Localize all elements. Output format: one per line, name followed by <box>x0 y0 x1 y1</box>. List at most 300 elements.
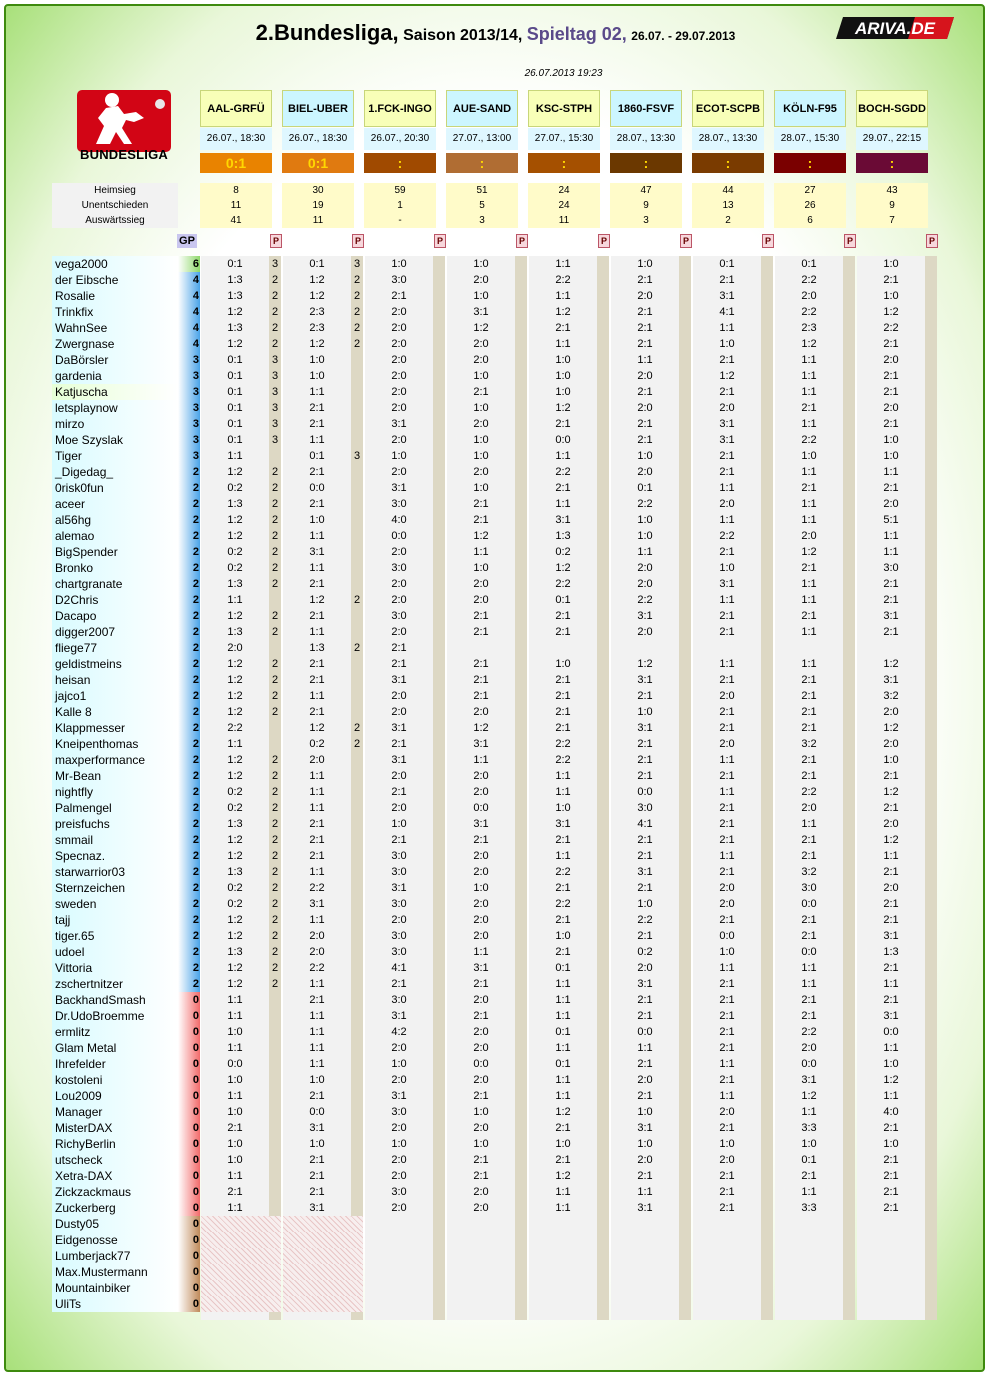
points-cell <box>761 304 773 320</box>
points-cell <box>269 1040 281 1056</box>
tip-cell: 3:0 <box>365 896 433 912</box>
points-cell: 2 <box>269 480 281 496</box>
points-cell <box>515 304 527 320</box>
points-header: P <box>598 234 610 248</box>
tip-cell: 3:1 <box>693 576 761 592</box>
points-cell <box>515 624 527 640</box>
tip-cell: 2:0 <box>611 464 679 480</box>
player-points: 2 <box>178 560 200 576</box>
points-cell <box>433 464 445 480</box>
tip-cell: 2:1 <box>529 624 597 640</box>
tip-cell: 2:1 <box>611 1088 679 1104</box>
points-cell <box>515 784 527 800</box>
points-cell <box>597 480 609 496</box>
match-stat: 24 <box>528 198 600 213</box>
tip-cell <box>857 1216 925 1232</box>
tip-cell: 0:2 <box>201 880 269 896</box>
points-cell: 2 <box>269 896 281 912</box>
tip-cell: 2:1 <box>529 880 597 896</box>
player-name: UliTs <box>52 1296 178 1312</box>
points-cell <box>843 384 855 400</box>
tip-cell: 2:1 <box>365 832 433 848</box>
points-cell <box>679 384 691 400</box>
points-cell <box>843 896 855 912</box>
points-cell <box>351 384 363 400</box>
points-cell <box>679 528 691 544</box>
match-stat: 51 <box>446 183 518 198</box>
points-cell <box>925 1040 937 1056</box>
tip-cell: 3:2 <box>857 688 925 704</box>
player-name: utscheck <box>52 1152 178 1168</box>
tip-cell: 1:0 <box>447 1104 515 1120</box>
points-cell <box>433 496 445 512</box>
match-stat: 5 <box>446 198 518 213</box>
tip-cell: 2:1 <box>857 592 925 608</box>
player-name: ermlitz <box>52 1024 178 1040</box>
points-cell <box>351 976 363 992</box>
match-result: : <box>692 153 764 173</box>
tip-cell: 2:1 <box>447 496 515 512</box>
tip-cell: 2:0 <box>447 1072 515 1088</box>
points-cell <box>351 880 363 896</box>
points-cell <box>351 544 363 560</box>
points-cell <box>925 528 937 544</box>
tip-cell: 1:1 <box>283 864 351 880</box>
points-cell <box>925 1024 937 1040</box>
points-cell <box>433 432 445 448</box>
match-stat: 2 <box>692 213 764 228</box>
points-cell <box>515 464 527 480</box>
player-points: 4 <box>178 320 200 336</box>
table-row <box>0 1200 991 1216</box>
points-cell <box>269 1008 281 1024</box>
points-cell <box>351 800 363 816</box>
tip-cell <box>283 1248 351 1264</box>
tip-cell: 3:1 <box>283 1200 351 1216</box>
points-cell: 2 <box>351 288 363 304</box>
tip-cell: 1:2 <box>201 752 269 768</box>
table-row <box>0 688 991 704</box>
points-cell <box>597 1024 609 1040</box>
table-row <box>0 1088 991 1104</box>
table-row <box>0 1040 991 1056</box>
points-cell: 2 <box>269 800 281 816</box>
tip-cell: 2:0 <box>857 704 925 720</box>
table-row <box>0 752 991 768</box>
tip-cell: 1:3 <box>201 576 269 592</box>
tip-cell: 2:2 <box>529 896 597 912</box>
tip-cell: 1:0 <box>365 448 433 464</box>
points-cell <box>761 1120 773 1136</box>
match-header: AAL-GRFÜ <box>200 90 272 127</box>
player-points: 2 <box>178 864 200 880</box>
points-cell <box>433 800 445 816</box>
player-name: Dacapo <box>52 608 178 624</box>
points-cell <box>843 512 855 528</box>
tip-cell: 1:1 <box>775 592 843 608</box>
points-cell <box>351 1264 363 1280</box>
tip-cell: 1:0 <box>447 448 515 464</box>
tip-cell: 2:0 <box>365 1152 433 1168</box>
tip-cell: 2:1 <box>201 1184 269 1200</box>
match-stat: 30 <box>282 183 354 198</box>
tip-cell: 2:1 <box>857 1200 925 1216</box>
tip-cell: 1:1 <box>693 1056 761 1072</box>
tip-cell: 3:1 <box>283 1120 351 1136</box>
points-cell <box>269 1216 281 1232</box>
tip-cell: 1:1 <box>693 784 761 800</box>
points-cell <box>925 272 937 288</box>
points-cell <box>351 624 363 640</box>
points-cell <box>761 768 773 784</box>
points-cell <box>679 416 691 432</box>
tip-cell: 1:0 <box>693 336 761 352</box>
tip-cell: 0:2 <box>201 784 269 800</box>
tip-cell: 1:1 <box>775 656 843 672</box>
tip-cell: 2:1 <box>529 912 597 928</box>
tip-cell: 3:1 <box>857 672 925 688</box>
points-cell <box>761 848 773 864</box>
points-cell <box>433 304 445 320</box>
tip-cell <box>201 1216 269 1232</box>
points-cell <box>515 992 527 1008</box>
tip-cell: 2:1 <box>611 304 679 320</box>
tip-cell: 2:1 <box>283 992 351 1008</box>
tip-cell: 3:1 <box>611 672 679 688</box>
tip-cell: 1:2 <box>693 368 761 384</box>
points-cell <box>597 800 609 816</box>
table-row <box>0 784 991 800</box>
tip-cell: 1:2 <box>201 336 269 352</box>
tip-cell: 1:1 <box>857 528 925 544</box>
tip-cell: 1:0 <box>365 256 433 272</box>
tip-cell: 3:1 <box>365 880 433 896</box>
tip-cell: 2:0 <box>365 544 433 560</box>
points-cell <box>433 1280 445 1296</box>
points-cell <box>515 352 527 368</box>
points-cell <box>679 976 691 992</box>
tip-cell: 2:1 <box>693 832 761 848</box>
points-cell <box>679 576 691 592</box>
points-cell <box>679 304 691 320</box>
tip-cell <box>365 1264 433 1280</box>
tip-cell: 2:1 <box>857 480 925 496</box>
points-cell <box>843 736 855 752</box>
player-name: chartgranate <box>52 576 178 592</box>
points-cell <box>761 432 773 448</box>
tip-cell <box>857 640 925 656</box>
tip-cell: 2:1 <box>365 288 433 304</box>
tip-cell: 1:2 <box>857 832 925 848</box>
points-cell <box>515 448 527 464</box>
points-cell <box>269 1088 281 1104</box>
points-cell <box>679 288 691 304</box>
tip-cell: 2:0 <box>447 848 515 864</box>
points-cell: 2 <box>351 640 363 656</box>
tip-cell: 1:0 <box>201 1024 269 1040</box>
points-cell <box>433 1024 445 1040</box>
points-cell <box>269 720 281 736</box>
tip-cell: 5:1 <box>857 512 925 528</box>
tip-cell: 1:0 <box>365 1056 433 1072</box>
points-cell <box>925 848 937 864</box>
player-name: mirzo <box>52 416 178 432</box>
tip-cell: 1:0 <box>529 368 597 384</box>
points-cell: 2 <box>351 272 363 288</box>
tip-cell: 2:0 <box>857 880 925 896</box>
tip-cell: 2:0 <box>611 400 679 416</box>
points-cell <box>433 1072 445 1088</box>
tip-cell: 2:0 <box>775 800 843 816</box>
points-cell <box>351 1104 363 1120</box>
points-cell <box>515 1296 527 1312</box>
table-row <box>0 512 991 528</box>
player-points: 4 <box>178 336 200 352</box>
tip-cell: 0:1 <box>529 592 597 608</box>
table-row <box>0 256 991 272</box>
points-cell <box>433 704 445 720</box>
tip-cell: 2:1 <box>283 816 351 832</box>
points-cell <box>351 672 363 688</box>
tip-cell: 1:2 <box>283 288 351 304</box>
match-result: : <box>364 153 436 173</box>
tip-cell: 0:0 <box>365 528 433 544</box>
tip-cell: 1:0 <box>283 368 351 384</box>
tip-cell: 2:0 <box>365 432 433 448</box>
points-cell: 3 <box>269 384 281 400</box>
tip-cell: 1:1 <box>283 768 351 784</box>
points-cell <box>515 816 527 832</box>
tip-cell: 2:1 <box>611 1168 679 1184</box>
points-cell <box>433 1008 445 1024</box>
tip-cell: 1:2 <box>201 464 269 480</box>
tip-cell: 2:1 <box>283 848 351 864</box>
points-cell <box>679 1088 691 1104</box>
player-points: 0 <box>178 1264 200 1280</box>
player-name: BackhandSmash <box>52 992 178 1008</box>
points-cell <box>597 1296 609 1312</box>
league-title: 2.Bundesliga, <box>255 20 399 45</box>
tip-cell: 2:0 <box>447 336 515 352</box>
points-cell <box>351 1184 363 1200</box>
points-cell <box>925 1264 937 1280</box>
points-cell <box>351 560 363 576</box>
tip-cell: 2:1 <box>283 496 351 512</box>
points-cell <box>433 864 445 880</box>
points-cell <box>269 736 281 752</box>
player-name: al56hg <box>52 512 178 528</box>
points-cell <box>925 464 937 480</box>
points-cell <box>925 1008 937 1024</box>
points-cell <box>679 272 691 288</box>
tip-cell: 1:2 <box>201 960 269 976</box>
points-cell <box>515 864 527 880</box>
tip-cell: 2:0 <box>283 928 351 944</box>
tip-cell: 1:3 <box>201 272 269 288</box>
tip-cell: 2:1 <box>857 624 925 640</box>
points-cell <box>925 1280 937 1296</box>
tip-cell: 2:0 <box>447 704 515 720</box>
points-cell <box>269 592 281 608</box>
match-date: 29.07., 22:15 <box>856 128 928 150</box>
table-row <box>0 928 991 944</box>
tip-cell: 1:0 <box>611 512 679 528</box>
points-cell <box>679 880 691 896</box>
tip-cell: 2:1 <box>857 1168 925 1184</box>
tip-cell <box>529 1216 597 1232</box>
points-cell <box>925 816 937 832</box>
tip-cell: 1:1 <box>775 1104 843 1120</box>
tip-cell <box>611 640 679 656</box>
points-cell <box>843 1056 855 1072</box>
tip-cell: 2:1 <box>775 608 843 624</box>
match-stat: 24 <box>528 183 600 198</box>
points-cell <box>925 880 937 896</box>
points-cell <box>761 1280 773 1296</box>
points-cell <box>925 656 937 672</box>
tip-cell: 2:1 <box>447 688 515 704</box>
tip-cell: 0:0 <box>857 1024 925 1040</box>
points-cell <box>515 672 527 688</box>
tip-cell: 2:1 <box>365 784 433 800</box>
points-cell <box>761 640 773 656</box>
points-cell <box>515 608 527 624</box>
tip-cell <box>775 1296 843 1312</box>
tip-cell: 2:1 <box>365 736 433 752</box>
match-stat: 59 <box>364 183 436 198</box>
player-name: Zuckerberg <box>52 1200 178 1216</box>
player-name: preisfuchs <box>52 816 178 832</box>
points-cell <box>925 1152 937 1168</box>
tip-cell: 2:1 <box>775 400 843 416</box>
points-cell: 2 <box>269 784 281 800</box>
table-row <box>0 624 991 640</box>
points-cell <box>433 592 445 608</box>
tip-cell: 2:1 <box>283 464 351 480</box>
tip-cell: 1:1 <box>283 1008 351 1024</box>
points-cell <box>351 784 363 800</box>
match-date: 27.07., 13:00 <box>446 128 518 150</box>
points-cell <box>761 1152 773 1168</box>
match-stat: 11 <box>528 213 600 228</box>
tip-cell: 2:2 <box>611 496 679 512</box>
match-stat: 3 <box>446 213 518 228</box>
tip-cell: 2:2 <box>529 272 597 288</box>
tip-cell: 3:2 <box>775 864 843 880</box>
player-points: 2 <box>178 800 200 816</box>
tip-cell: 2:1 <box>775 928 843 944</box>
tip-cell: 1:0 <box>529 1136 597 1152</box>
match-result: : <box>774 153 846 173</box>
points-cell <box>843 624 855 640</box>
tip-cell: 1:1 <box>201 448 269 464</box>
tip-cell: 2:0 <box>447 1200 515 1216</box>
tip-cell: 2:1 <box>693 384 761 400</box>
points-cell <box>679 832 691 848</box>
tip-cell: 2:2 <box>529 864 597 880</box>
tip-cell: 1:1 <box>529 1072 597 1088</box>
points-cell <box>679 1168 691 1184</box>
points-cell <box>515 928 527 944</box>
points-cell <box>761 752 773 768</box>
points-cell <box>515 432 527 448</box>
points-cell <box>433 1232 445 1248</box>
tip-cell <box>775 1216 843 1232</box>
tip-cell: 2:2 <box>529 576 597 592</box>
points-cell <box>679 512 691 528</box>
points-cell <box>843 560 855 576</box>
tip-cell: 2:2 <box>693 528 761 544</box>
tip-cell: 2:1 <box>693 1168 761 1184</box>
player-name: MisterDAX <box>52 1120 178 1136</box>
player-points: 0 <box>178 1216 200 1232</box>
tip-cell: 0:1 <box>529 1024 597 1040</box>
points-cell <box>843 256 855 272</box>
tip-cell <box>611 1216 679 1232</box>
match-date: 26.07., 20:30 <box>364 128 436 150</box>
tip-cell: 1:2 <box>283 272 351 288</box>
points-cell <box>925 1296 937 1312</box>
points-cell <box>433 944 445 960</box>
tip-cell: 1:1 <box>611 1040 679 1056</box>
tip-cell: 2:1 <box>857 416 925 432</box>
points-cell <box>843 1248 855 1264</box>
tip-cell: 1:1 <box>693 752 761 768</box>
points-cell <box>433 1040 445 1056</box>
points-cell <box>925 688 937 704</box>
tip-cell: 1:1 <box>693 1088 761 1104</box>
points-cell <box>761 1216 773 1232</box>
tip-cell: 2:1 <box>529 720 597 736</box>
points-cell <box>351 864 363 880</box>
points-cell <box>433 1200 445 1216</box>
points-cell <box>433 960 445 976</box>
points-cell <box>761 1184 773 1200</box>
points-cell <box>925 992 937 1008</box>
points-cell <box>925 912 937 928</box>
tip-cell: 2:1 <box>693 864 761 880</box>
points-cell <box>761 592 773 608</box>
player-points: 2 <box>178 960 200 976</box>
points-cell <box>843 1120 855 1136</box>
points-cell <box>761 784 773 800</box>
tip-cell: 3:1 <box>447 736 515 752</box>
points-cell <box>925 864 937 880</box>
tip-cell <box>775 1280 843 1296</box>
points-cell <box>843 544 855 560</box>
points-cell <box>351 1296 363 1312</box>
tip-cell: 2:0 <box>857 496 925 512</box>
tip-cell: 2:1 <box>283 1088 351 1104</box>
tip-cell: 1:2 <box>201 672 269 688</box>
table-row <box>0 880 991 896</box>
points-cell <box>843 1296 855 1312</box>
points-cell <box>351 752 363 768</box>
match-header: BIEL-UBER <box>282 90 354 127</box>
points-cell <box>515 528 527 544</box>
tip-cell: 2:1 <box>611 688 679 704</box>
player-points: 2 <box>178 832 200 848</box>
points-cell <box>679 656 691 672</box>
points-cell <box>843 592 855 608</box>
points-cell <box>351 464 363 480</box>
tip-cell: 3:0 <box>611 800 679 816</box>
player-points: 3 <box>178 384 200 400</box>
tip-cell: 1:2 <box>857 656 925 672</box>
table-row <box>0 384 991 400</box>
tip-cell <box>201 1296 269 1312</box>
tip-cell <box>365 1216 433 1232</box>
